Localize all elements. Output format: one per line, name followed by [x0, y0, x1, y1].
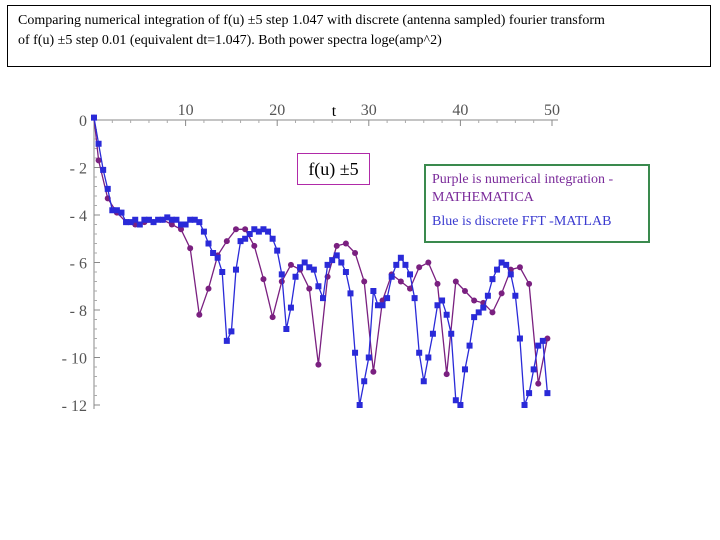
- blue-data-point: [338, 260, 344, 266]
- x-tick-label: 50: [544, 102, 560, 119]
- blue-data-point: [416, 350, 422, 356]
- blue-data-point: [315, 283, 321, 289]
- blue-data-point: [380, 302, 386, 308]
- purple-data-point: [334, 243, 340, 249]
- y-tick-label: - 12: [61, 398, 87, 415]
- blue-data-point: [357, 402, 363, 408]
- purple-data-point: [435, 281, 441, 287]
- blue-data-point: [389, 274, 395, 280]
- purple-data-point: [499, 290, 505, 296]
- blue-data-point: [508, 271, 514, 277]
- blue-data-point: [219, 269, 225, 275]
- description-line-2: of f(u) ±5 step 0.01 (equivalent dt=1.047). Both power spectra loge(amp^2): [18, 33, 442, 48]
- blue-data-point: [196, 219, 202, 225]
- blue-data-point: [425, 355, 431, 361]
- purple-data-point: [361, 279, 367, 285]
- blue-data-point: [274, 248, 280, 254]
- blue-data-point: [540, 338, 546, 344]
- purple-data-point: [398, 279, 404, 285]
- purple-data-point: [206, 286, 212, 292]
- blue-data-point: [512, 293, 518, 299]
- blue-data-point: [407, 271, 413, 277]
- blue-data-point: [480, 305, 486, 311]
- purple-data-point: [306, 286, 312, 292]
- purple-data-point: [270, 314, 276, 320]
- blue-data-point: [347, 290, 353, 296]
- blue-data-point: [489, 276, 495, 282]
- blue-data-point: [448, 331, 454, 337]
- axes: [62, 102, 560, 415]
- purple-data-point: [196, 312, 202, 318]
- purple-data-point: [444, 371, 450, 377]
- blue-data-point: [334, 252, 340, 258]
- blue-data-point: [265, 229, 271, 235]
- purple-data-point: [233, 226, 239, 232]
- purple-data-point: [416, 264, 422, 270]
- blue-data-point: [412, 295, 418, 301]
- purple-data-point: [370, 369, 376, 375]
- blue-data-point: [494, 267, 500, 273]
- legend-purple-text: Purple is numerical integration - MATHEMATICA: [432, 172, 614, 205]
- blue-data-point: [215, 255, 221, 261]
- purple-data-point: [187, 245, 193, 251]
- blue-data-point: [206, 241, 212, 247]
- purple-data-point: [462, 288, 468, 294]
- y-tick-label: - 8: [69, 303, 87, 320]
- purple-data-point: [352, 250, 358, 256]
- blue-data-point: [503, 262, 509, 268]
- blue-data-point: [457, 402, 463, 408]
- blue-data-point: [384, 295, 390, 301]
- blue-data-point: [393, 262, 399, 268]
- purple-data-point: [489, 309, 495, 315]
- x-tick-label: 20: [269, 102, 286, 119]
- blue-data-point: [462, 366, 468, 372]
- x-axis-label: t: [331, 103, 337, 120]
- blue-data-point: [352, 350, 358, 356]
- blue-data-point: [444, 312, 450, 318]
- blue-data-point: [522, 402, 528, 408]
- blue-data-point: [343, 269, 349, 275]
- blue-data-point: [517, 336, 523, 342]
- blue-data-point: [270, 236, 276, 242]
- blue-data-point: [467, 343, 473, 349]
- purple-data-point: [517, 264, 523, 270]
- blue-data-point: [402, 262, 408, 268]
- blue-data-point: [320, 295, 326, 301]
- purple-data-point: [251, 243, 257, 249]
- blue-data-point: [544, 390, 550, 396]
- purple-data-point: [343, 241, 349, 247]
- y-tick-label: - 10: [61, 350, 87, 368]
- x-tick-label: 30: [360, 102, 377, 119]
- blue-data-point: [526, 390, 532, 396]
- blue-data-point: [361, 378, 367, 384]
- blue-data-point: [201, 229, 207, 235]
- y-tick-label: - 4: [69, 208, 87, 225]
- blue-data-point: [439, 298, 445, 304]
- purple-data-point: [260, 276, 266, 282]
- blue-data-point: [233, 267, 239, 273]
- blue-data-point: [100, 167, 106, 173]
- blue-data-point: [91, 115, 97, 121]
- purple-data-point: [288, 262, 294, 268]
- y-tick-label: - 2: [69, 160, 87, 178]
- purple-data-point: [471, 298, 477, 304]
- blue-data-point: [421, 378, 427, 384]
- blue-data-point: [279, 271, 285, 277]
- blue-data-point: [398, 255, 404, 261]
- y-tick-label: 0: [79, 113, 87, 130]
- blue-data-point: [485, 293, 491, 299]
- purple-data-point: [315, 362, 321, 368]
- purple-data-point: [535, 381, 541, 387]
- blue-data-point: [105, 186, 111, 192]
- blue-data-point: [283, 326, 289, 332]
- blue-data-point: [224, 338, 230, 344]
- purple-data-point: [526, 281, 532, 287]
- function-label: f(u) ±5: [297, 153, 370, 185]
- x-tick-label: 40: [452, 102, 469, 119]
- blue-data-point: [288, 305, 294, 311]
- blue-data-point: [293, 274, 299, 280]
- purple-data-point: [453, 279, 459, 285]
- blue-data-point: [531, 366, 537, 372]
- purple-data-point: [224, 238, 230, 244]
- legend-box: [424, 164, 650, 243]
- blue-data-point: [370, 288, 376, 294]
- blue-data-point: [366, 355, 372, 361]
- blue-data-point: [96, 141, 102, 147]
- x-tick-label: 10: [177, 102, 194, 119]
- blue-data-point: [228, 328, 234, 334]
- blue-data-point: [118, 210, 124, 216]
- legend-blue-text: Blue is discrete FFT -MATLAB: [432, 214, 612, 229]
- description-line-1: Comparing numerical integration of f(u) ±5 step 1.047 with discrete (antenna sampled) fourier transform: [18, 13, 605, 28]
- purple-data-point: [425, 260, 431, 266]
- blue-data-point: [430, 331, 436, 337]
- blue-data-point: [311, 267, 317, 273]
- y-tick-label: - 6: [69, 255, 87, 273]
